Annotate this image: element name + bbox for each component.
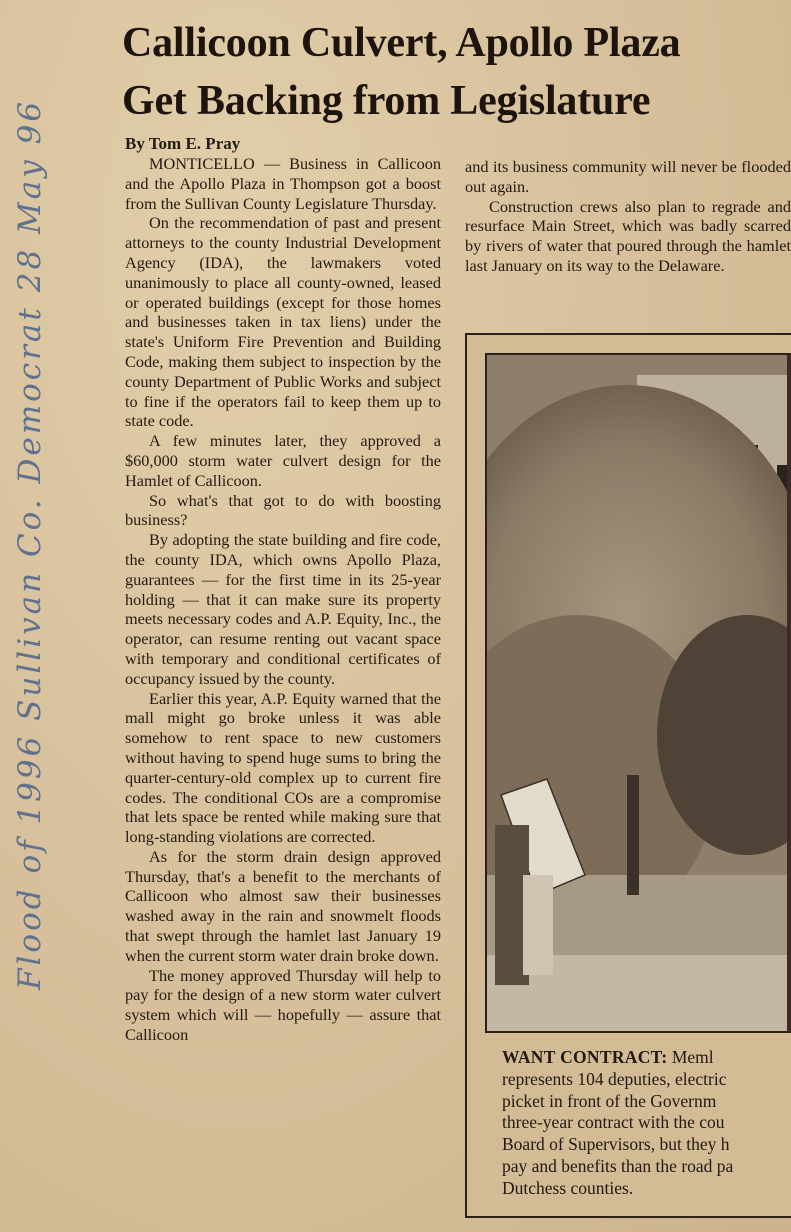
caption-lead: WANT CONTRACT: — [502, 1047, 668, 1067]
caption-line: three-year contract with the cou — [502, 1112, 725, 1133]
handwritten-note: Flood of 1996 Sullivan Co. Democrat 28 May 96 — [12, 98, 48, 990]
caption-line: Board of Supervisors, but they h — [502, 1134, 730, 1155]
photo-caption — [502, 1047, 791, 1207]
paragraph: and its business community will never be flooded out again. — [465, 157, 791, 196]
caption-line: picket in front of the Governm — [502, 1090, 717, 1111]
news-photo — [485, 353, 791, 1033]
paragraph: As for the storm drain design approved Thursday, that's a benefit to the merchants of Callicoon who almost saw their businesses washed away in the rain and snowmelt floods that swept through the hamlet last January 19 when the current storm water drain broke down. — [125, 846, 441, 965]
photo-illustration — [487, 355, 791, 1033]
headline-line-1: Callicoon Culvert, Apollo Plaza — [122, 20, 681, 66]
caption-line: Meml — [671, 1047, 714, 1067]
article-column-1 — [125, 154, 441, 1232]
headline-line-2: Get Backing from Legislature — [122, 78, 651, 124]
paragraph: Earlier this year, A.P. Equity warned that the mall might go broke unless it was able somehow to rent space to new customers without having to spend huge sums to bring the quarter-century-old complex up to current fire codes. The conditional COs are a compromise that lets space be rented while making sure that long-standing violations are corrected. — [125, 688, 441, 847]
paragraph: By adopting the state building and fire code, the county IDA, which owns Apollo Plaza, guarantees — for the first time in its 25-year holding — that it can make sure its property meets necessary codes and A.P. Equity, Inc., the operator, can resume renting out vacant space with temporary and conditional certificates of occupancy issued by the county. — [125, 530, 441, 688]
paragraph: So what's that got to do with boosting business? — [125, 490, 441, 530]
paragraph: On the recommendation of past and present attorneys to the county Industrial Development Agency (IDA), the lawmakers voted unanimously to place all county-owned, leased or operated buildings (except for those homes and businesses taken in tax liens) under the state's Uniform Fire Prevention and Building Code, making them subject to inspection by the county Department of Public Works and subject to fine if the operators fail to keep them up to state code. — [125, 213, 441, 431]
paragraph: Construction crews also plan to regrade and resurface Main Street, which was badly scarred by rivers of water that poured through the hamlet last January on its way to the Delaware. — [465, 196, 791, 275]
caption-line: Dutchess counties. — [502, 1177, 634, 1198]
paragraph: The money approved Thursday will help to pay for the design of a new storm water culvert system which will — hopefully — assure that Callicoon — [125, 965, 441, 1045]
paragraph: MONTICELLO — Business in Callicoon and the Apollo Plaza in Thompson got a boost from the Sullivan County Legislature Thursday. — [125, 154, 441, 213]
paragraph: A few minutes later, they approved a $60,000 storm water culvert design for the Hamlet of Callicoon. — [125, 431, 441, 490]
caption-line: pay and benefits than the road pa — [502, 1155, 734, 1176]
headline — [122, 14, 791, 130]
byline: By Tom E. Pray — [125, 134, 241, 153]
caption-line: represents 104 deputies, electric — [502, 1068, 727, 1089]
article-column-2 — [465, 157, 791, 317]
